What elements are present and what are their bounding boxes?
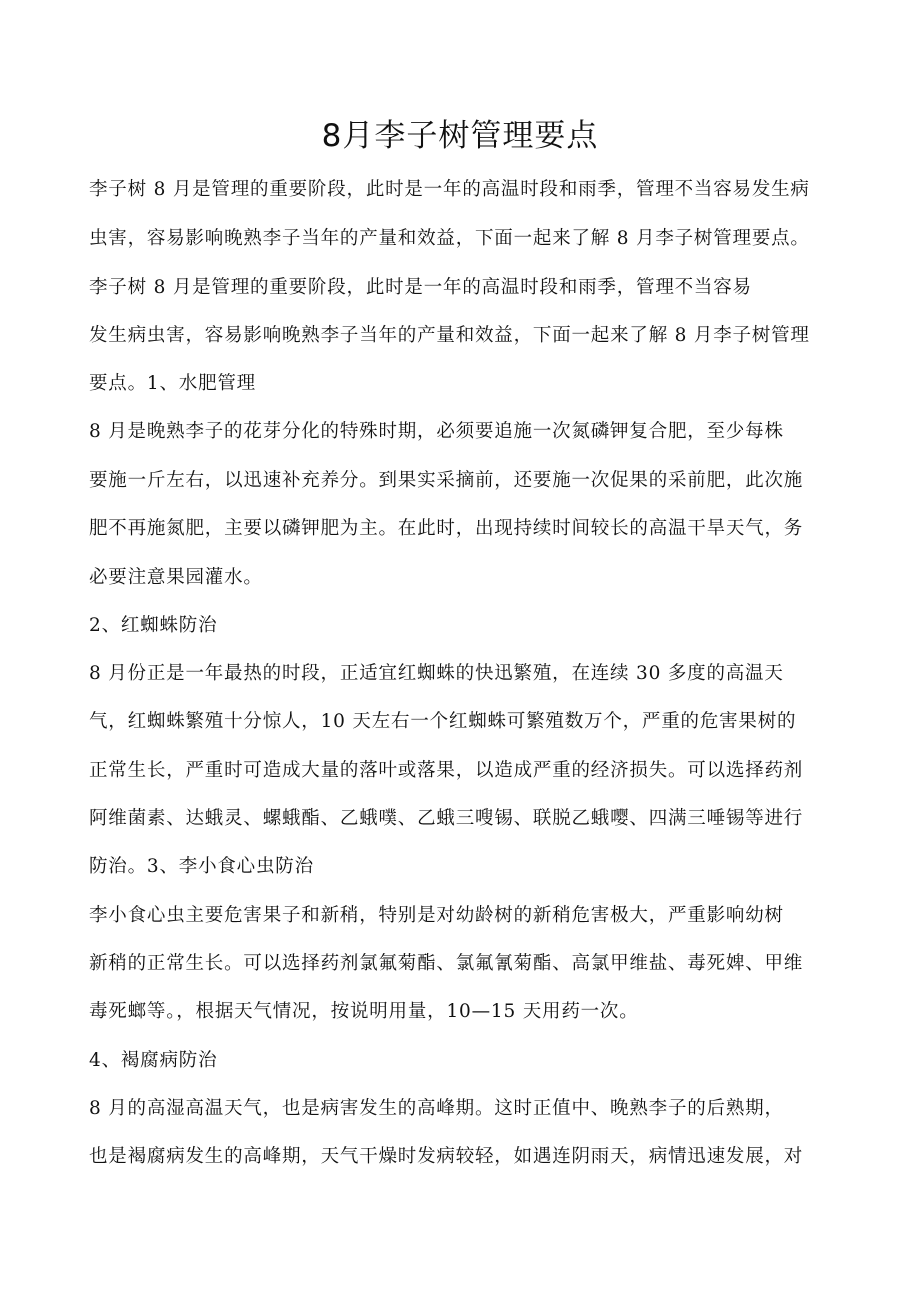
text-line: 阿维菌素、达蛾灵、螺蛾酯、乙蛾噗、乙蛾三嗖锡、联脱乙蛾嘤、四满三唾锡等进行: [89, 808, 804, 829]
text-line: 毒死螂等。，根据天气情况，按说明用量，10—15 天用药一次。: [89, 1001, 639, 1022]
text-line: 新稍的正常生长。可以选择药剂氯氟菊酯、氯氟氰菊酯、高氯甲维盐、毒死婢、甲维: [89, 953, 804, 974]
section-heading: 2、红蜘蛛防治: [89, 615, 218, 636]
text-line: 防治。3、李小食心虫防治: [89, 856, 314, 877]
text-line: 也是褐腐病发生的高峰期，天气干燥时发病较轻，如遇连阴雨天，病情迅速发展，对: [89, 1146, 804, 1167]
text-line: 8 月的高湿高温天气，也是病害发生的高峰期。这时正值中、晚熟李子的后熟期，: [89, 1098, 784, 1119]
text-line: 气，红蜘蛛繁殖十分惊人，10 天左右一个红蜘蛛可繁殖数万个，严重的危害果树的: [89, 711, 797, 732]
document-title: 8月李子树管理要点: [321, 118, 599, 154]
text-line: 正常生长，严重时可造成大量的落叶或落果，以造成严重的经济损失。可以选择药剂: [89, 760, 804, 781]
text-line: 8 月是晚熟李子的花芽分化的特殊时期，必须要追施一次氮磷钾复合肥，至少每株: [89, 421, 784, 442]
text-line: 8 月份正是一年最热的时段，正适宜红蜘蛛的快迅繁殖，在连续 30 多度的高温天: [89, 663, 784, 684]
text-line: 李子树 8 月是管理的重要阶段，此时是一年的高温时段和雨季，管理不当容易发生病: [89, 179, 810, 200]
text-line: 发生病虫害，容易影响晚熟李子当年的产量和效益，下面一起来了解 8 月李子树管理: [89, 325, 810, 346]
text-line: 虫害，容易影响晚熟李子当年的产量和效益，下面一起来了解 8 月李子树管理要点。: [89, 228, 810, 249]
text-line: 李子树 8 月是管理的重要阶段，此时是一年的高温时段和雨季，管理不当容易: [89, 277, 752, 298]
section-heading: 4、褐腐病防治: [89, 1050, 218, 1071]
text-line: 要点。1、水肥管理: [89, 373, 256, 394]
text-line: 必要注意果园灌水。: [89, 567, 263, 588]
text-line: 要施一斤左右，以迅速补充养分。到果实采摘前，还要施一次促果的采前肥，此次施: [89, 470, 804, 491]
text-line: 肥不再施氮肥，主要以磷钾肥为主。在此时，出现持续时间较长的高温干旱天气，务: [89, 518, 804, 539]
text-line: 李小食心虫主要危害果子和新稍，特别是对幼龄树的新稍危害极大，严重影响幼树: [89, 905, 784, 926]
